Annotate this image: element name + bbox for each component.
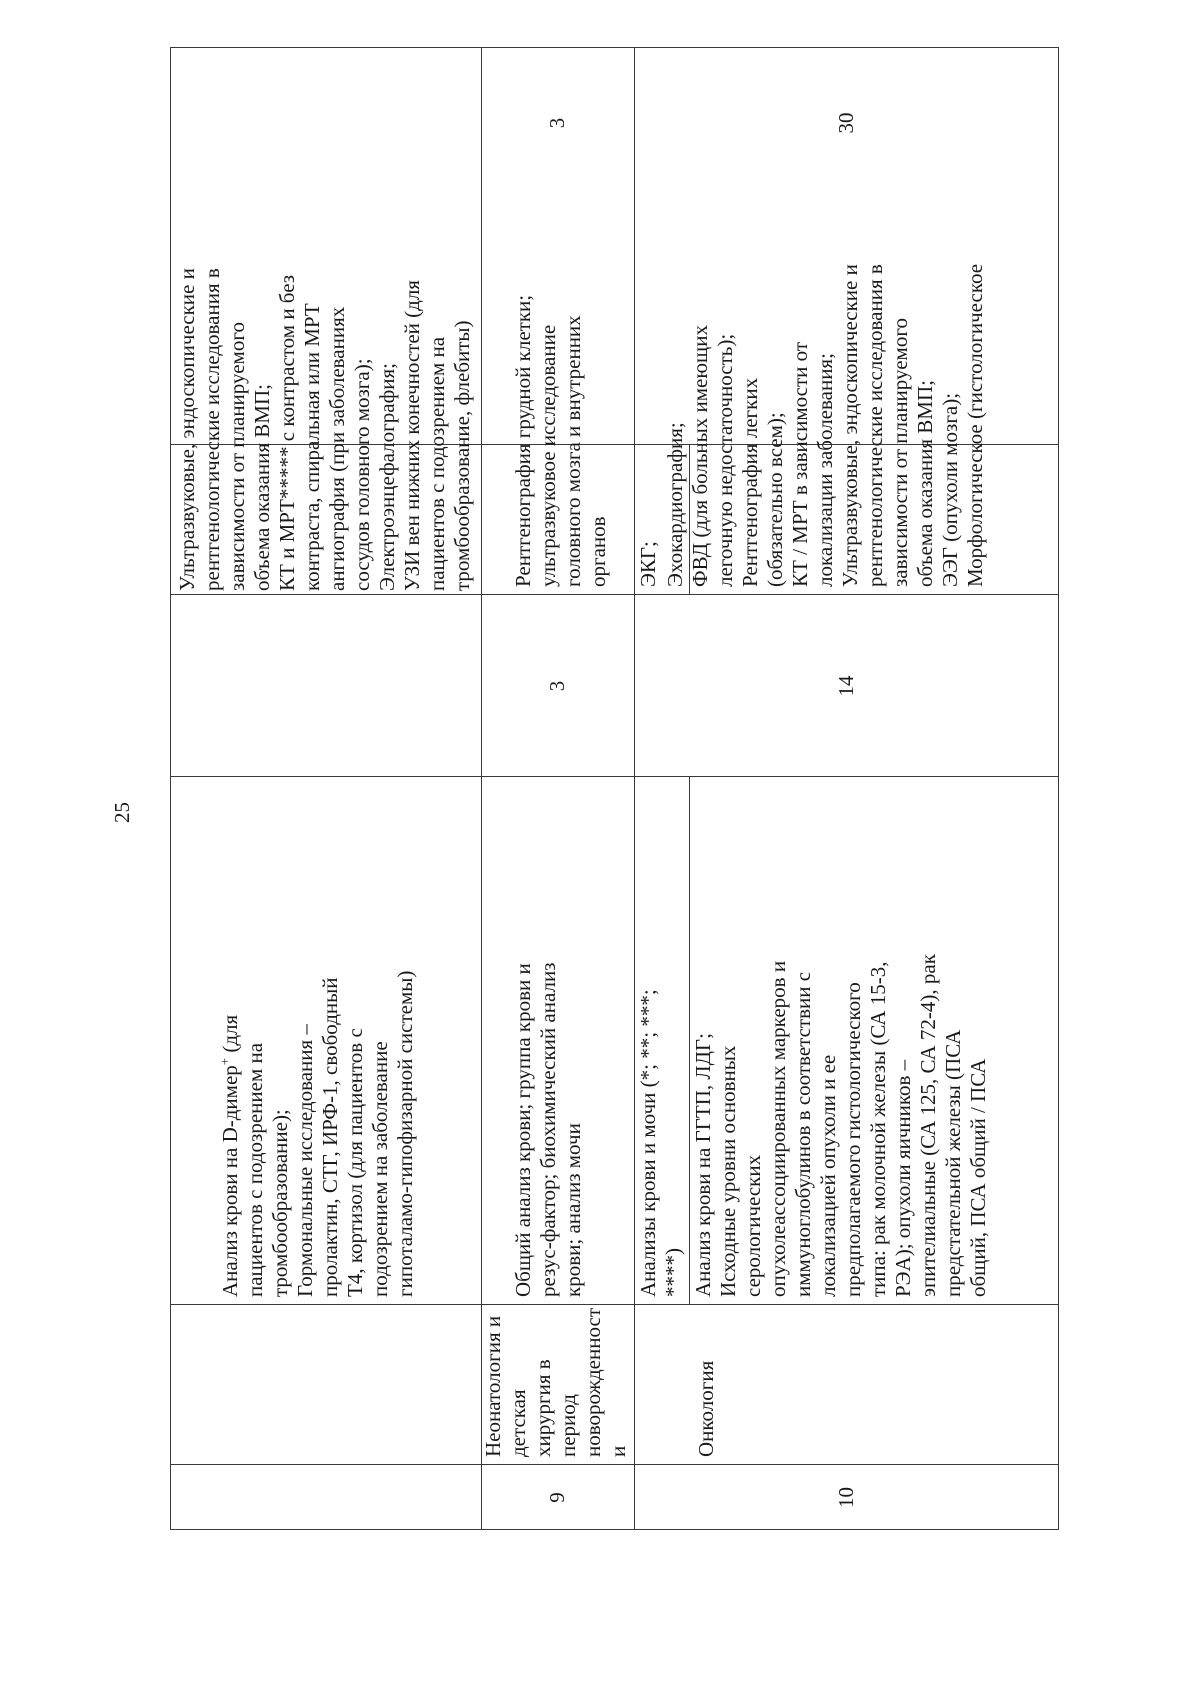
instr-line: локализации заболевания; [813,353,837,587]
row-10-number: 10 [833,1487,858,1508]
lab-line: подозрением на заболевание [368,1041,392,1297]
lab-line: РЭА); опухоли яичников – [891,1059,915,1297]
table-rule [1058,48,1059,1530]
lab-line: гипоталамо-гипофизарной системы) [393,970,417,1297]
instr-line: ангиография (при заболеваниях [325,306,349,591]
instr-line: легочную недостаточность); [713,333,737,587]
profile-line: новорожденност [581,1308,605,1457]
profile-line: Неонатология и [481,1315,505,1457]
lab-line: резус-фактор; биохимический анализ [536,962,560,1297]
row-10-instr-days: 30 [833,112,858,134]
lab-line: пациентов с подозрением на [243,1042,267,1297]
lab-line: Анализ крови на ГГТП, ЛДГ; [691,1033,715,1297]
row-10-lab-tests-b [689,777,1058,1305]
instr-line: рентгенологические исследования в [200,268,224,591]
lab-line: Общий анализ крови; группа крови и [511,963,535,1297]
instr-line: пациентов с подозрением на [425,336,449,591]
lab-line: Гормональные исследования – [293,1024,317,1297]
profile-line: Онкология [694,1360,718,1457]
instr-line: зависимости от планируемого [888,318,912,587]
instr-line: Морфологическое (гистологическое [963,263,987,587]
lab-line: предстательной железы (ПСА [941,1029,965,1297]
lab-line: Анализ крови на D-димер+ (для [217,1014,242,1297]
row-9-instrumental [481,198,634,595]
instr-line: зависимости от планируемого [225,322,249,591]
instr-line: сосудов головного мозга); [350,358,374,591]
lab-line: предполагаемого гистологического [841,982,865,1297]
row-10-lab-tests-a [634,777,689,1305]
top-row-lab-tests [170,777,481,1305]
instr-line: тромбообразование, флебиты) [450,320,474,591]
lab-line: серологических [741,1154,765,1297]
row-9-lab-days: 3 [545,680,569,692]
instr-line: Эхокардиография; [663,422,687,587]
instr-line: рентгенологические исследования в [863,264,887,587]
instr-line: контраста, спиральная или МРТ [300,303,324,591]
profile-line: и [606,1445,630,1457]
lab-line: общий, ПСА общий / ПСА [966,1058,990,1297]
instr-line: Электроэнцефалография; [375,363,399,591]
instr-line: КТ и МРТ***** с контрастом и без [275,274,299,591]
lab-line: иммуноглобулинов в соответствии с [791,971,815,1297]
rotated-table [170,48,1059,1530]
row-9-lab-tests [481,777,634,1305]
row-10-lab-days: 14 [833,675,858,697]
instr-line: Ультразвуковые, эндоскопические и [838,264,862,587]
instr-line: объема оказания ВМП; [250,384,274,591]
instr-line: объема оказания ВМП; [913,380,937,587]
lab-line: локализацией опухоли и ее [816,1054,840,1297]
instr-line: ЭКГ; [636,541,660,587]
row-10-profile [634,1305,1058,1465]
row-9-instr-days: 3 [545,117,569,129]
lab-line: опухолеассоциированных маркеров и [766,960,790,1297]
lab-line: крови; анализ мочи [561,1123,585,1297]
lab-line: ****) [661,1248,685,1297]
lab-line: Т4, кортизол (для пациентов с [343,1028,367,1297]
profile-line: хирургия в [531,1359,555,1457]
profile-line: период [556,1394,580,1457]
lab-line: Анализы крови и мочи (*; **; ***; [636,989,660,1297]
row-9-number: 9 [545,1492,569,1503]
top-row-instrumental [170,198,481,595]
instr-line: ультразвуковое исследование [536,324,560,587]
instr-line: ЭЭГ (опухоли мозга); [938,392,962,587]
lab-line: пролактин, СТГ, ИРФ-1, свободный [318,977,342,1297]
instr-line: УЗИ вен нижних конечностей (для [400,280,424,591]
lab-line: тромбообразование); [268,1109,292,1297]
page-number: 25 [110,802,134,823]
instr-line: Ультразвуковые, эндоскопические и [175,268,199,591]
lab-line: Исходные уровни основных [716,1045,740,1297]
row-9-profile [481,1305,634,1465]
lab-line: эпителиальные (СА 125, СА 72-4), рак [916,954,940,1297]
lab-line: типа: рак молочной железы (СА 15-3, [866,961,890,1297]
instr-line: КТ / МРТ в зависимости от [788,341,812,587]
instr-line: Рентгенография легких [738,377,762,587]
instr-line: Рентгенография грудной клетки; [511,294,535,587]
profile-line: детская [506,1389,530,1457]
instr-line: органов [586,516,610,587]
instr-line: ФВД (для больных имеющих [688,325,712,587]
instr-line: (обязательно всем); [763,412,787,587]
instr-line: головного мозга и внутренних [561,315,585,587]
row-10-instrumental-b [659,198,1058,595]
